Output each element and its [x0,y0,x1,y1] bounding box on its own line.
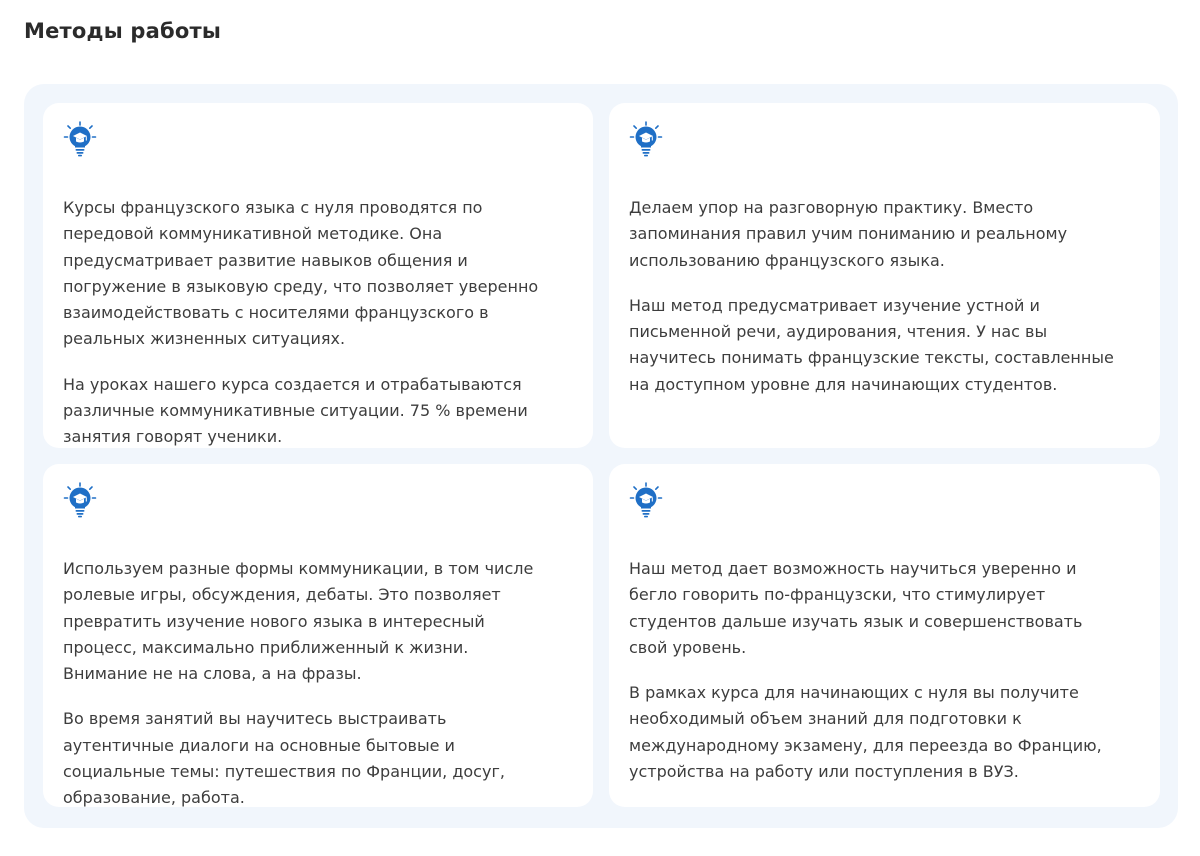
method-card [609,464,1160,807]
card-paragraph: Используем разные формы коммуникации, в том числе ролевые игры, обсуждения, дебаты. Это позволяет превратить изучение нового языка в интересный процесс, максимально приближенный к жизни. Внимание не на слова, а на фразы. [63,559,534,684]
card-paragraph: Во время занятий вы научитесь выстраивать аутентичные диалоги на основные бытовые и социальные темы: путешествия по Франции, досуг, образование, работа. [63,709,505,808]
card-paragraph: Курсы французского языка с нуля проводятся по передовой коммуникативной методике. Она предусматривает развитие навыков общения и погружение в языковую среду, что позволяет уверенно взаимодействовать с носителями французского в реальных жизненных ситуациях. [63,198,539,349]
method-card [609,103,1160,448]
card-text [629,195,1140,398]
card-text [629,556,1140,785]
lightbulb-graduation-cap-icon [63,482,97,518]
card-paragraph: Наш метод предусматривает изучение устной и письменной речи, аудирования, чтения. У нас вы научитесь понимать французские тексты, составленные на доступном уровне для начинающих студентов. [629,295,1114,394]
method-card [43,103,593,448]
card-paragraph: На уроках нашего курса создается и отрабатываются различные коммуникативные ситуации. 75 % времени занятия говорят ученики. [63,374,528,447]
lightbulb-graduation-cap-icon [629,482,663,518]
section-title: Методы работы [24,19,222,43]
lightbulb-graduation-cap-icon [629,121,663,157]
methods-panel [24,84,1178,828]
lightbulb-graduation-cap-icon [63,121,97,157]
card-text [63,556,573,812]
card-paragraph: Наш метод дает возможность научиться уверенно и бегло говорить по-французски, что стимулирует студентов дальше изучать язык и совершенствовать свой уровень. [629,559,1083,657]
card-text [63,195,573,451]
method-card [43,464,593,807]
card-paragraph: В рамках курса для начинающих с нуля вы получите необходимый объем знаний для подготовки к международному экзамену, для переезда во Францию, устройства на работу или поступления в ВУЗ. [629,683,1102,782]
card-paragraph: Делаем упор на разговорную практику. Вместо запоминания правил учим пониманию и реальному использованию французского языка. [629,198,1068,270]
